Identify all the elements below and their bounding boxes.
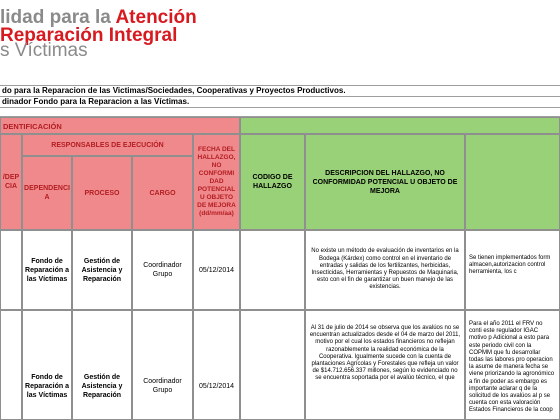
section-identification: DENTIFICACIÓN xyxy=(0,117,240,134)
spacer-row xyxy=(0,108,560,117)
header-fecha-hallazgo: FECHA DEL HALLAZGO, NO CONFORMI DAD POTENCIAL U OBJETO DE MEJORA (dd/mm/aa) xyxy=(193,134,240,230)
row-1-cargo: Coordinador Grupo xyxy=(132,230,193,310)
header-descripcion: DESCRIPCION DEL HALLAZGO, NO CONFORMIDAD POTENCIAL U OBJETO DE MEJORA xyxy=(305,134,465,230)
row-1-dependencia: Fondo de Reparación a las Víctimas xyxy=(22,230,72,310)
organization-logo xyxy=(0,0,560,84)
row-1-codigo xyxy=(240,230,305,310)
table-row-2-col-0 xyxy=(0,310,22,420)
row-2-cargo: Coordinador Grupo xyxy=(132,310,193,420)
logo-line-2: Reparación Integral xyxy=(0,25,178,46)
logo-line-3: s Víctimas xyxy=(0,40,88,61)
row-2-proceso: Gestión de Asistencia y Reparación xyxy=(72,310,132,420)
row-2-dependencia: Fondo de Reparación a las Víctimas xyxy=(22,310,72,420)
row-2-descripcion: Al 31 de julio de 2014 se observa que los avalúos no se encuentran actualizados desde el 04 de marzo del 2011, motivo por el cual los estados financieros no reflejan razonablemente la realidad económica de la Cooperativa. Igualmente sucede con la cuenta de plantaciones Agrícolas y Forestales que refleja un valor de $14.712.656.337 millones, según lo evidenciado no se encuentra soportada por el avalúo técnico, el que xyxy=(305,310,465,420)
header-dependencia-partial: /DEP CIA xyxy=(0,134,22,230)
row-2-fecha: 05/12/2014 xyxy=(193,310,240,420)
row-1-respuesta: Se tienen implementados form almacen,autorizacion control herramienta, los c xyxy=(465,230,560,310)
header-dependencia: DEPENDENCI A xyxy=(22,156,72,230)
row-1-proceso: Gestión de Asistencia y Reparación xyxy=(72,230,132,310)
row-1-fecha: 05/12/2014 xyxy=(193,230,240,310)
header-continuation xyxy=(465,134,560,230)
header-proceso: PROCESO xyxy=(72,156,132,230)
row-2-respuesta: Para el año 2011 el FRV no conti este regulador IGAC motivo p Adicional a esto para este periodo civil con la COPMM que fu desarrollar todas las labores pro operacion la asume de manera fecha se viene priorizando la agronómico a fin de poder as embargo es importante aclarar q de la solicitud de los avalúos al p se cuenta con esta valoración Estados Financieros de la coop xyxy=(465,310,560,420)
info-row-fund: do para la Reparacion de las Victimas/Sociedades, Cooperativas y Proyectos Productivos. xyxy=(0,86,560,97)
info-row-coordinator: dinador Fondo para la Reparacion a las Víctimas. xyxy=(0,97,560,108)
header-responsables: RESPONSABLES DE EJECUCIÓN xyxy=(22,134,193,156)
logo-line-1: lidad para la Atención xyxy=(0,7,197,28)
row-2-codigo xyxy=(240,310,305,420)
header-codigo-hallazgo: CODIGO DE HALLAZGO xyxy=(240,134,305,230)
row-1-descripcion: No existe un método de evaluación de inventarios en la Bodega (Kárdex) como control en el inventario de entradas y salidas de los fertilizantes, herbicidas, Insecticidas, Herramientas y Repuestos de Maquinaria, esto con el fin de garantizar un buen manejo de las existencias. xyxy=(305,230,465,310)
info-row-empty xyxy=(0,75,560,86)
header-cargo: CARGO xyxy=(132,156,193,230)
section-green-band xyxy=(240,117,560,134)
table-row-1-col-0 xyxy=(0,230,22,310)
